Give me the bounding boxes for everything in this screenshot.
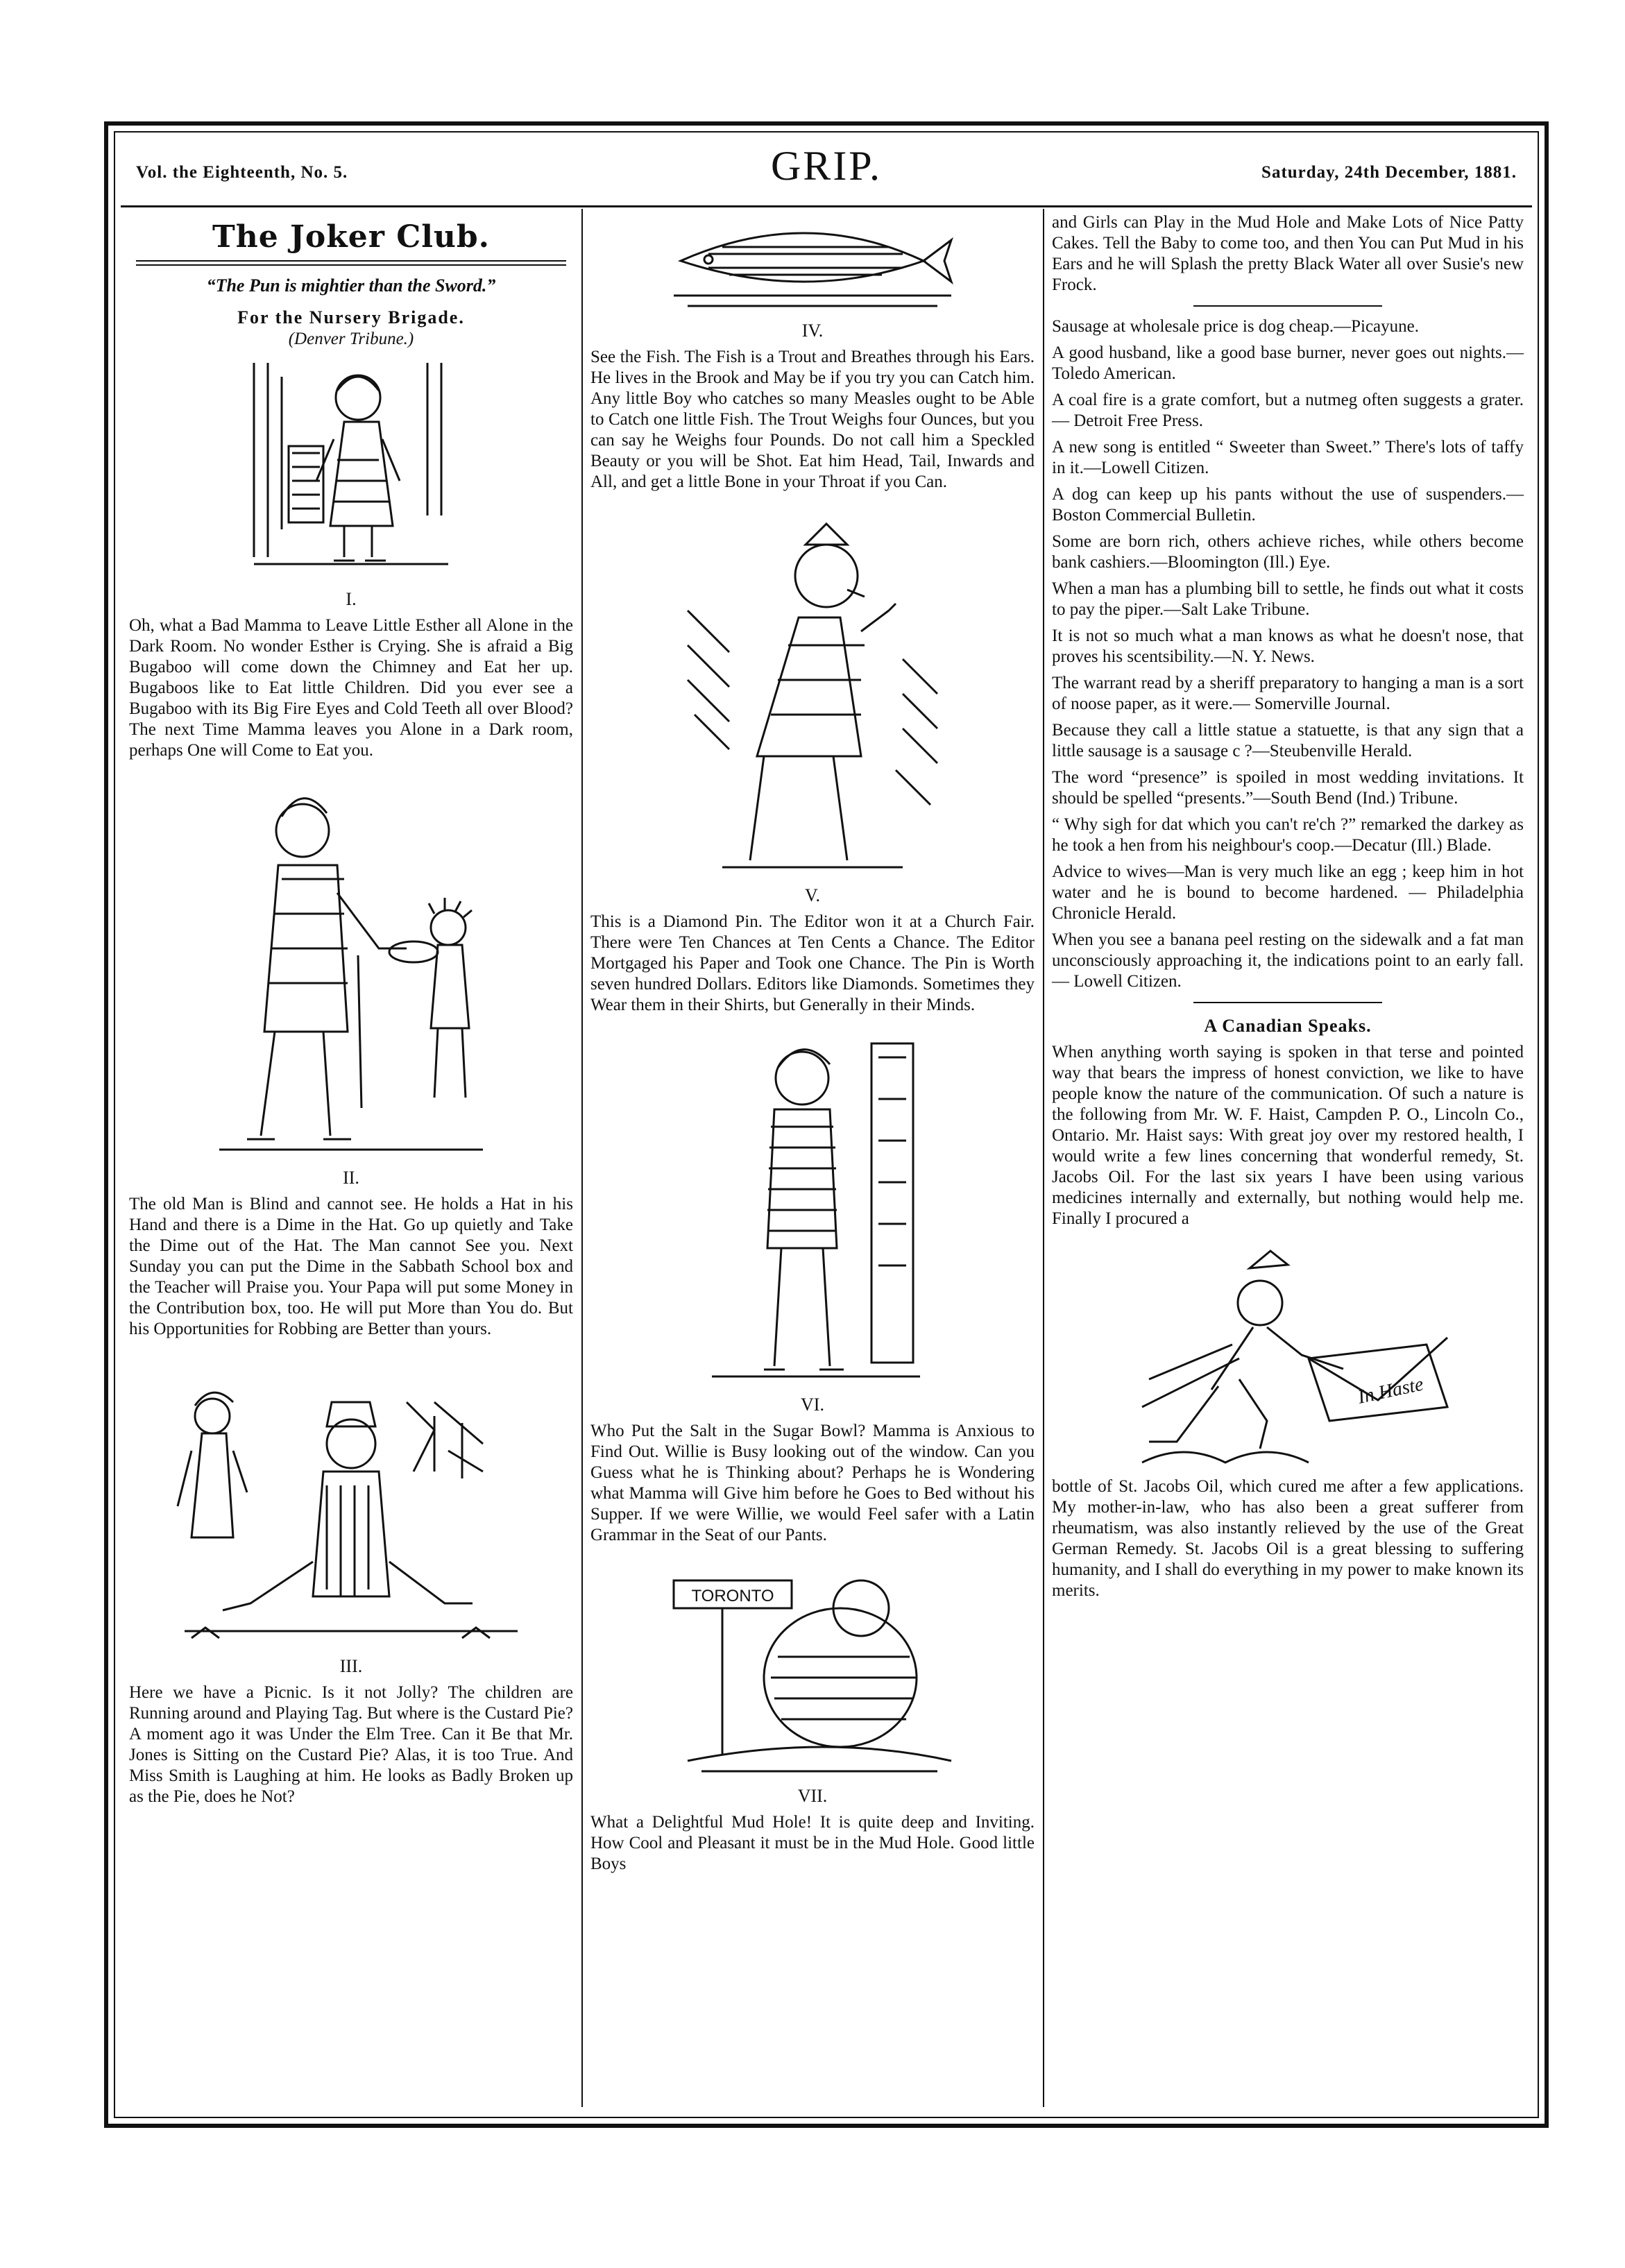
column-divider-1 [581,209,583,2107]
toronto-sign-label: TORONTO [691,1587,774,1605]
joke: The word “presence” is spoiled in most wedding invitations. It should be spelled “presents.”—South Bend (Ind.) Tribune. [1052,768,1524,808]
advert-section-rule [1193,1002,1382,1003]
joke: Some are born rich, others achieve riches, while others become bank cashiers.—Bloomington (Ill.) Eye. [1052,532,1524,572]
joke: The warrant read by a sheriff preparatory to hanging a man is a sort of noose paper, as it were.— Somerville Journal. [1052,674,1524,713]
illustration-mud-hole [660,1560,965,1782]
joker-club-heading: The Joker Club. [212,219,490,255]
caption-1: I. [346,589,357,609]
newspaper-title: GRIP. [770,143,883,189]
story-5: This is a Diamond Pin. The Editor won it at a Church Fair. There were Ten Chances at Ten Cents a Chance. The Editor Mortgaged his Paper and Took one Chance. The Pin is Worth seven hundred Dollars. Editors like Diamonds. Sometimes they Wear them in their Shirts, but Generally in their Minds. [590,912,1035,1014]
column-1 [129,212,573,2103]
joke: Sausage at wholesale price is dog cheap.—Picayune. [1052,317,1419,336]
page-frame [104,121,1549,2128]
masthead-rule [121,205,1532,207]
story-7-continued: and Girls can Play in the Mud Hole and Make Lots of Nice Patty Cakes. Tell the Baby to come too, and then You can Put Mud in his Ears and he will Splash the pretty Black Water all over Susie's new Frock. [1052,213,1524,294]
joke: A dog can keep up his pants without the use of suspenders.—Boston Commercial Bulletin. [1052,485,1524,525]
joke: When a man has a plumbing bill to settle, he finds out what it costs to pay the piper.—Salt Lake Tribune. [1052,579,1524,619]
envelope-label: In Haste [1356,1373,1426,1408]
illustration-picnic [171,1354,531,1652]
masthead [136,142,1517,205]
column-3 [1052,212,1524,2103]
caption-5: V. [805,885,820,905]
caption-7: VII. [797,1786,828,1806]
heading-rule [136,260,566,266]
story-3: Here we have a Picnic. Is it not Jolly? The children are Running around and Playing Tag. But where is the Custard Pie? A moment ago it was Under the Elm Tree. Can it Be that Mr. Jones is Sitting on the Custard Pie? Alas, it is too True. And Miss Smith is Laughing at him. He looks as Badly Broken up as the Pie, does he Not? [129,1683,573,1806]
column-divider-2 [1043,209,1044,2107]
illustration-blind-man [205,775,497,1163]
page-inner-frame [114,131,1539,2118]
joke: A good husband, like a good base burner, never goes out nights.—Toledo American. [1052,343,1524,383]
story-2: The old Man is Blind and cannot see. He holds a Hat in his Hand and there is a Dime in the Hat. Go up quietly and Take the Dime out of the Hat. The Man cannot See you. Next Sunday you can put the Dime in the Sabbath School box and the Teacher will Praise you. Your Papa will put some Money in the Contribution box, too. He will put More than You do. But his Opportunities for Robbing are Better than yours. [129,1195,573,1338]
joke: A new song is entitled “ Sweeter than Sweet.” There's lots of taffy in it.—Lowell Citizen. [1052,438,1524,477]
illustration-crying-girl [240,356,462,585]
joke: It is not so much what a man knows as what he doesn't nose, that proves his scentsibility.—N. Y. News. [1052,626,1524,666]
joke: Advice to wives—Man is very much like an egg ; keep him in hot water and he is bound to become hardened. — Philadelphia Chronicle Herald. [1052,862,1524,923]
illustration-willie [698,1030,927,1390]
joke: A coal fire is a grate comfort, but a nutmeg often suggests a grater.— Detroit Free Press. [1052,391,1524,430]
story-4: See the Fish. The Fish is a Trout and Breathes through his Ears. He lives in the Brook and May be if you try you can Catch him. Any little Boy who catches so many Measles ought to be Able to Catch one little Fish. The Trout Weighs four Ounces, but you can say he Weighs four Pounds. Do not call him a Speckled Beauty or you will be Shot. Eat him Head, Tail, Inwards and All, and get a little Bone in your Throat if you Can. [590,348,1035,491]
testimonial-part-1: When anything worth saying is spoken in that terse and pointed way that bears the impress of honest conviction, we like to have people know the nature of the communication. Of such a nature is the following from Mr. W. F. Haist, Campden P. O., Lincoln Co., Ontario. Mr. Haist says: With great joy over my restored health, I would write a few lines concerning that wonderful remedy, St. Jacobs Oil. For the last six years I have been using various medicines internally and externally, but nothing would help me. Finally I procured a [1052,1043,1524,1228]
joke-section-rule [1193,305,1382,307]
joke: When you see a banana peel resting on the sidewalk and a fat man unconsciously approaching it, the indications point to an early fall.— Lowell Citizen. [1052,930,1524,991]
caption-6: VI. [801,1395,824,1415]
nursery-brigade-title: For the Nursery Brigade. [237,307,465,327]
volume-number: Vol. the Eighteenth, No. 5. [136,163,348,182]
story-7: What a Delightful Mud Hole! It is quite deep and Inviting. How Cool and Pleasant it must be in the Mud Hole. Good little Boys [590,1813,1035,1873]
illustration-running-man [1100,1240,1475,1476]
canadian-speaks-heading: A Canadian Speaks. [1204,1016,1372,1036]
joke: Because they call a little statue a statuette, is that any sign that a little sausage is a sausage c ?—Steubenville Herald. [1052,721,1524,760]
illustration-fish [667,212,958,316]
caption-4: IV. [801,321,824,341]
story-6: Who Put the Salt in the Sugar Bowl? Mamma is Anxious to Find Out. Willie is Busy looking out of the window. Can you Guess what he is Thinking about? Perhaps he is Wondering what Mamma will Give him before he Goes to Bed without his Supper. If we were Willie, we would Feel safer with a Latin Grammar in the Seat of our Pants. [590,1422,1035,1544]
illustration-editor [667,506,958,881]
nursery-brigade-source: (Denver Tribune.) [288,330,414,348]
story-1: Oh, what a Bad Mamma to Leave Little Esther all Alone in the Dark Room. No wonder Esther is Crying. She is afraid a Big Bugaboo will come down the Chimney and Eat her up. Bugaboos like to Eat little Children. Did you ever see a Bugaboo with its Big Fire Eyes and Cold Teeth all over Blood? The next Time Mamma leaves you Alone in a Dark room, perhaps One will Come to Eat you. [129,616,573,760]
caption-2: II. [343,1168,359,1188]
caption-3: III. [339,1656,363,1676]
column-2 [590,212,1035,2103]
testimonial-part-2: bottle of St. Jacobs Oil, which cured me after a few applications. My mother-in-law, who has also been a great sufferer from rheumatism, was also instantly relieved by the use of the Great German Remedy. St. Jacobs Oil is a great blessing to suffering humanity, and I shall do everything in my power to make known its merits. [1052,1477,1524,1600]
motto: “The Pun is mightier than the Sword.” [206,275,496,296]
joke: “ Why sigh for dat which you can't re'ch ?” remarked the darkey as he took a hen from his neighbour's coop.—Decatur (Ill.) Blade. [1052,815,1524,855]
issue-date: Saturday, 24th December, 1881. [1261,163,1517,182]
